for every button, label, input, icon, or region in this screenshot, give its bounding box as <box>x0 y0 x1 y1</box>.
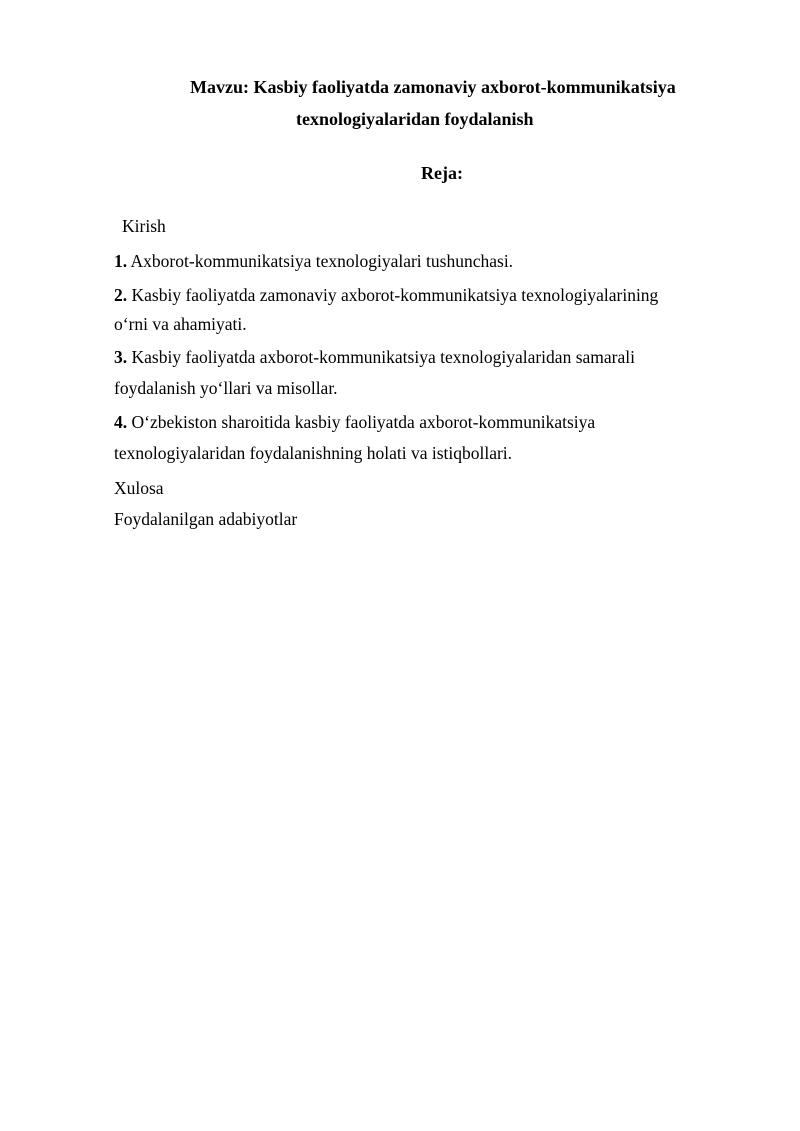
page-title-line-1: Mavzu: Kasbiy faoliyatda zamonaviy axborot-kommunikatsiya <box>190 77 676 97</box>
plan-item-2-continuation: o‘rni va ahamiyati. <box>114 314 247 334</box>
plan-item-number: 2. <box>114 285 128 305</box>
plan-item-3 <box>114 347 635 368</box>
page-title-line-2: texnologiyalaridan foydalanish <box>296 109 534 129</box>
conclusion-item: Xulosa <box>114 478 164 498</box>
plan-heading: Reja: <box>421 163 463 183</box>
references-item: Foydalanilgan adabiyotlar <box>114 509 298 529</box>
plan-item-text: Axborot-kommunikatsiya texnologiyalari tushunchasi. <box>130 251 514 271</box>
plan-item-number: 3. <box>114 347 128 367</box>
plan-item-number: 1. <box>114 251 128 271</box>
plan-item-2 <box>114 285 658 306</box>
plan-item-4 <box>114 412 595 433</box>
plan-item-text: O‘zbekiston sharoitida kasbiy faoliyatda axborot-kommunikatsiya <box>131 412 596 432</box>
plan-item-1 <box>114 251 513 272</box>
plan-item-4-continuation: texnologiyalaridan foydalanishning holati va istiqbollari. <box>114 443 513 463</box>
plan-item-text: Kasbiy faoliyatda axborot-kommunikatsiya texnologiyalaridan samarali <box>131 347 635 367</box>
plan-item-text: Kasbiy faoliyatda zamonaviy axborot-kommunikatsiya texnologiyalarining <box>131 285 659 305</box>
plan-item-3-continuation: foydalanish yo‘llari va misollar. <box>114 378 338 398</box>
intro-item: Kirish <box>122 216 166 236</box>
plan-item-number: 4. <box>114 412 128 432</box>
